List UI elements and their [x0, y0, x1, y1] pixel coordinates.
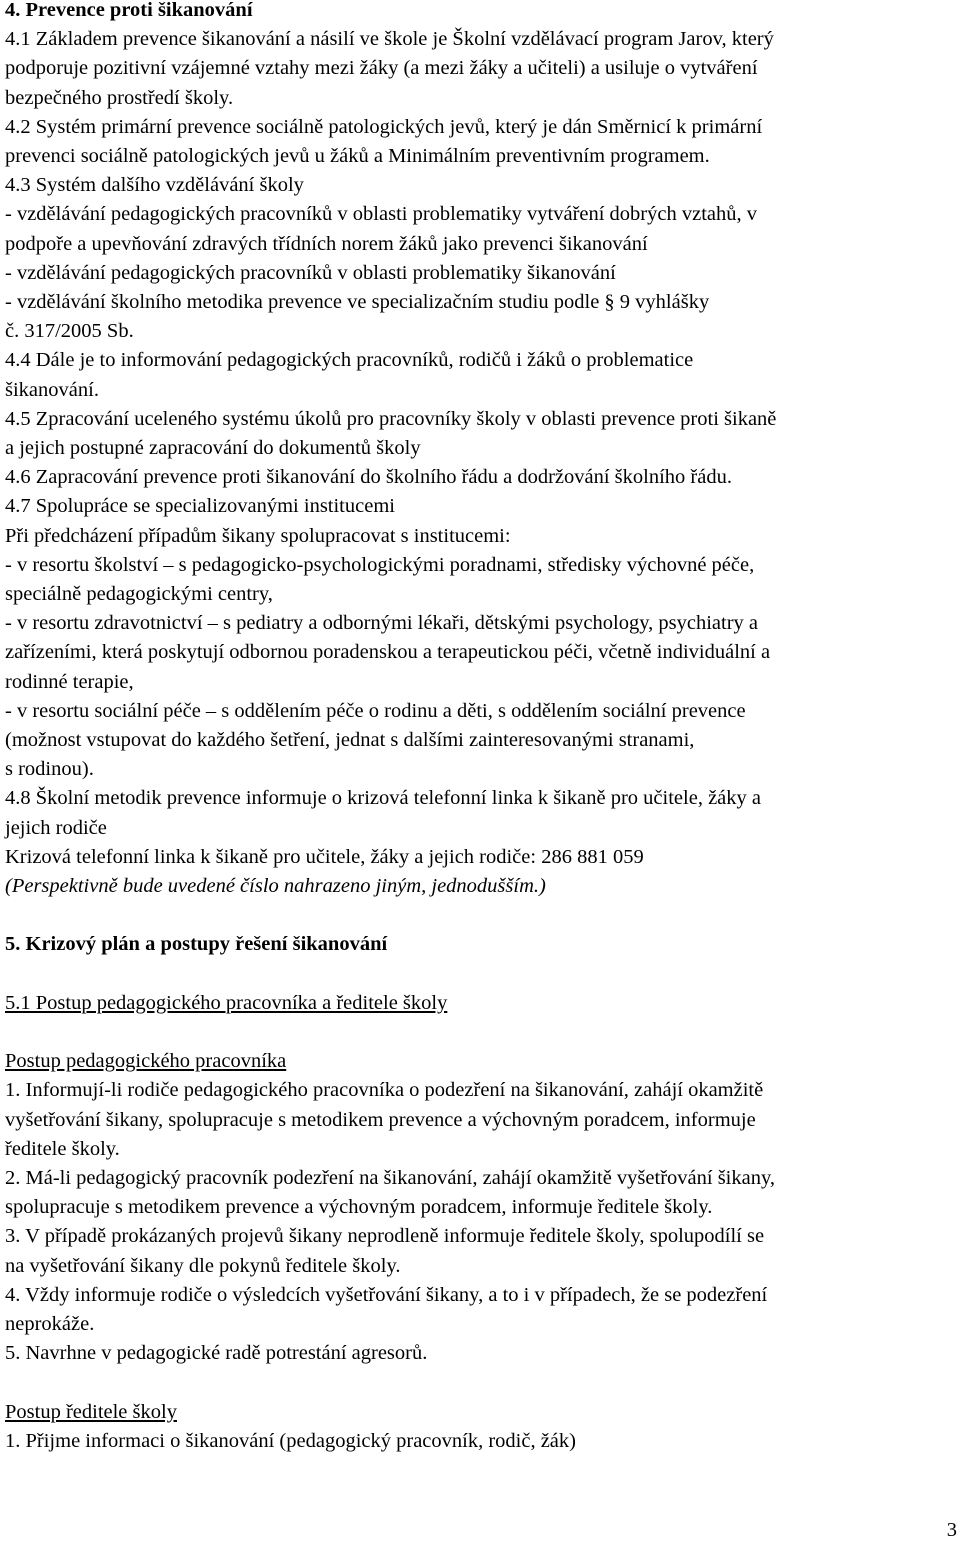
text-line: s rodinou). [5, 758, 94, 781]
text-line: (možnost vstupovat do každého šetření, jednat s dalšími zainteresovanými stranami, [5, 729, 695, 752]
section-5-heading: 5. Krizový plán a postupy řešení šikanování [5, 933, 388, 956]
text-line: šikanování. [5, 378, 99, 401]
text-line: a jejich postupné zapracování do dokumentů školy [5, 437, 421, 460]
hotline-line: Krizová telefonní linka k šikaně pro učitele, žáky a jejich rodiče: 286 881 059 [5, 845, 644, 868]
text-line: 4.5 Zpracování uceleného systému úkolů pro pracovníky školy v oblasti prevence proti šikaně [5, 407, 777, 430]
text-line: - vzdělávání pedagogických pracovníků v oblasti problematiky vytváření dobrých vztahů, v [5, 203, 758, 226]
hotline-note: (Perspektivně bude uvedené číslo nahrazeno jiným, jednodušším.) [5, 875, 546, 898]
text-line: speciálně pedagogickými centry, [5, 583, 273, 606]
list-item: 1. Přijme informaci o šikanování (pedagogický pracovník, rodič, žák) [5, 1429, 576, 1452]
text-line: - v resortu školství – s pedagogicko-psychologickými poradnami, středisky výchovné péče, [5, 553, 755, 576]
text-line: podporuje pozitivní vzájemné vztahy mezi žáky (a mezi žáky a učiteli) a usiluje o vytváření [5, 57, 758, 80]
principal-procedure-list [5, 1427, 957, 1456]
list-item: 3. V případě prokázaných projevů šikany neprodleně informuje ředitele školy, spolupodílí se [5, 1225, 765, 1248]
teacher-procedure-heading: Postup pedagogického pracovníka [5, 1050, 287, 1073]
text-line: - vzdělávání pedagogických pracovníků v oblasti problematiky šikanování [5, 261, 616, 284]
page-number: 3 [946, 1519, 957, 1541]
text-line: prevenci sociálně patologických jevů u žáků a Minimálním preventivním programem. [5, 145, 710, 168]
text-line: - vzdělávání školního metodika prevence ve specializačním studiu podle § 9 vyhlášky [5, 291, 710, 314]
spacer [5, 1369, 957, 1398]
text-line: - v resortu zdravotnictví – s pediatry a odbornými lékaři, dětskými psychology, psychiatry a [5, 612, 759, 635]
spacer [5, 901, 957, 930]
list-item: 5. Navrhne v pedagogické radě potrestání agresorů. [5, 1342, 428, 1365]
text-line: zařízeními, která poskytují odbornou poradenskou a terapeutickou péči, včetně individuální a [5, 641, 771, 664]
document-body [5, 0, 957, 1456]
text-line: 4.8 Školní metodik prevence informuje o krizová telefonní linka k šikaně pro učitele, žáky a [5, 787, 761, 810]
text-line: 4.4 Dále je to informování pedagogických pracovníků, rodičů i žáků o problematice [5, 349, 694, 372]
list-item: neprokáže. [5, 1313, 95, 1336]
list-item: 1. Informují-li rodiče pedagogického pracovníka o podezření na šikanování, zahájí okamžitě [5, 1079, 764, 1102]
text-line: bezpečného prostředí školy. [5, 86, 234, 109]
teacher-procedure-list [5, 1076, 957, 1368]
text-line: č. 317/2005 Sb. [5, 320, 134, 343]
section-4-paragraphs [5, 25, 957, 901]
text-line: podpoře a upevňování zdravých třídních norem žáků jako prevenci šikanování [5, 232, 648, 255]
list-item: ředitele školy. [5, 1137, 120, 1160]
section-5-1-heading: 5.1 Postup pedagogického pracovníka a ředitele školy [5, 991, 448, 1014]
list-item: 2. Má-li pedagogický pracovník podezření na šikanování, zahájí okamžitě vyšetřování šikany, [5, 1167, 776, 1190]
text-line: 4.7 Spolupráce se specializovanými institucemi [5, 495, 395, 518]
principal-procedure-heading: Postup ředitele školy [5, 1400, 177, 1423]
list-item: na vyšetřování šikany dle pokynů ředitele školy. [5, 1254, 401, 1277]
section-4-heading: 4. Prevence proti šikanování [5, 0, 253, 21]
spacer [5, 1018, 957, 1047]
list-item: spolupracuje s metodikem prevence a výchovným poradcem, informuje ředitele školy. [5, 1196, 713, 1219]
list-item: 4. Vždy informuje rodiče o výsledcích vyšetřování šikany, a to i v případech, že se podezření [5, 1283, 768, 1306]
text-line: 4.3 Systém dalšího vzdělávání školy [5, 174, 304, 197]
spacer [5, 960, 957, 989]
text-line: 4.2 Systém primární prevence sociálně patologických jevů, který je dán Směrnicí k primární [5, 115, 763, 138]
text-line: - v resortu sociální péče – s oddělením péče o rodinu a děti, s oddělením sociální prevence [5, 699, 746, 722]
text-line: Při předcházení případům šikany spolupracovat s institucemi: [5, 524, 511, 547]
text-line: 4.1 Základem prevence šikanování a násilí ve škole je Školní vzdělávací program Jarov, který [5, 28, 774, 51]
text-line: jejich rodiče [5, 816, 107, 839]
text-line: rodinné terapie, [5, 670, 134, 693]
text-line: 4.6 Zapracování prevence proti šikanování do školního řádu a dodržování školního řádu. [5, 466, 732, 489]
list-item: vyšetřování šikany, spolupracuje s metodikem prevence a výchovným poradcem, informuje [5, 1108, 756, 1131]
